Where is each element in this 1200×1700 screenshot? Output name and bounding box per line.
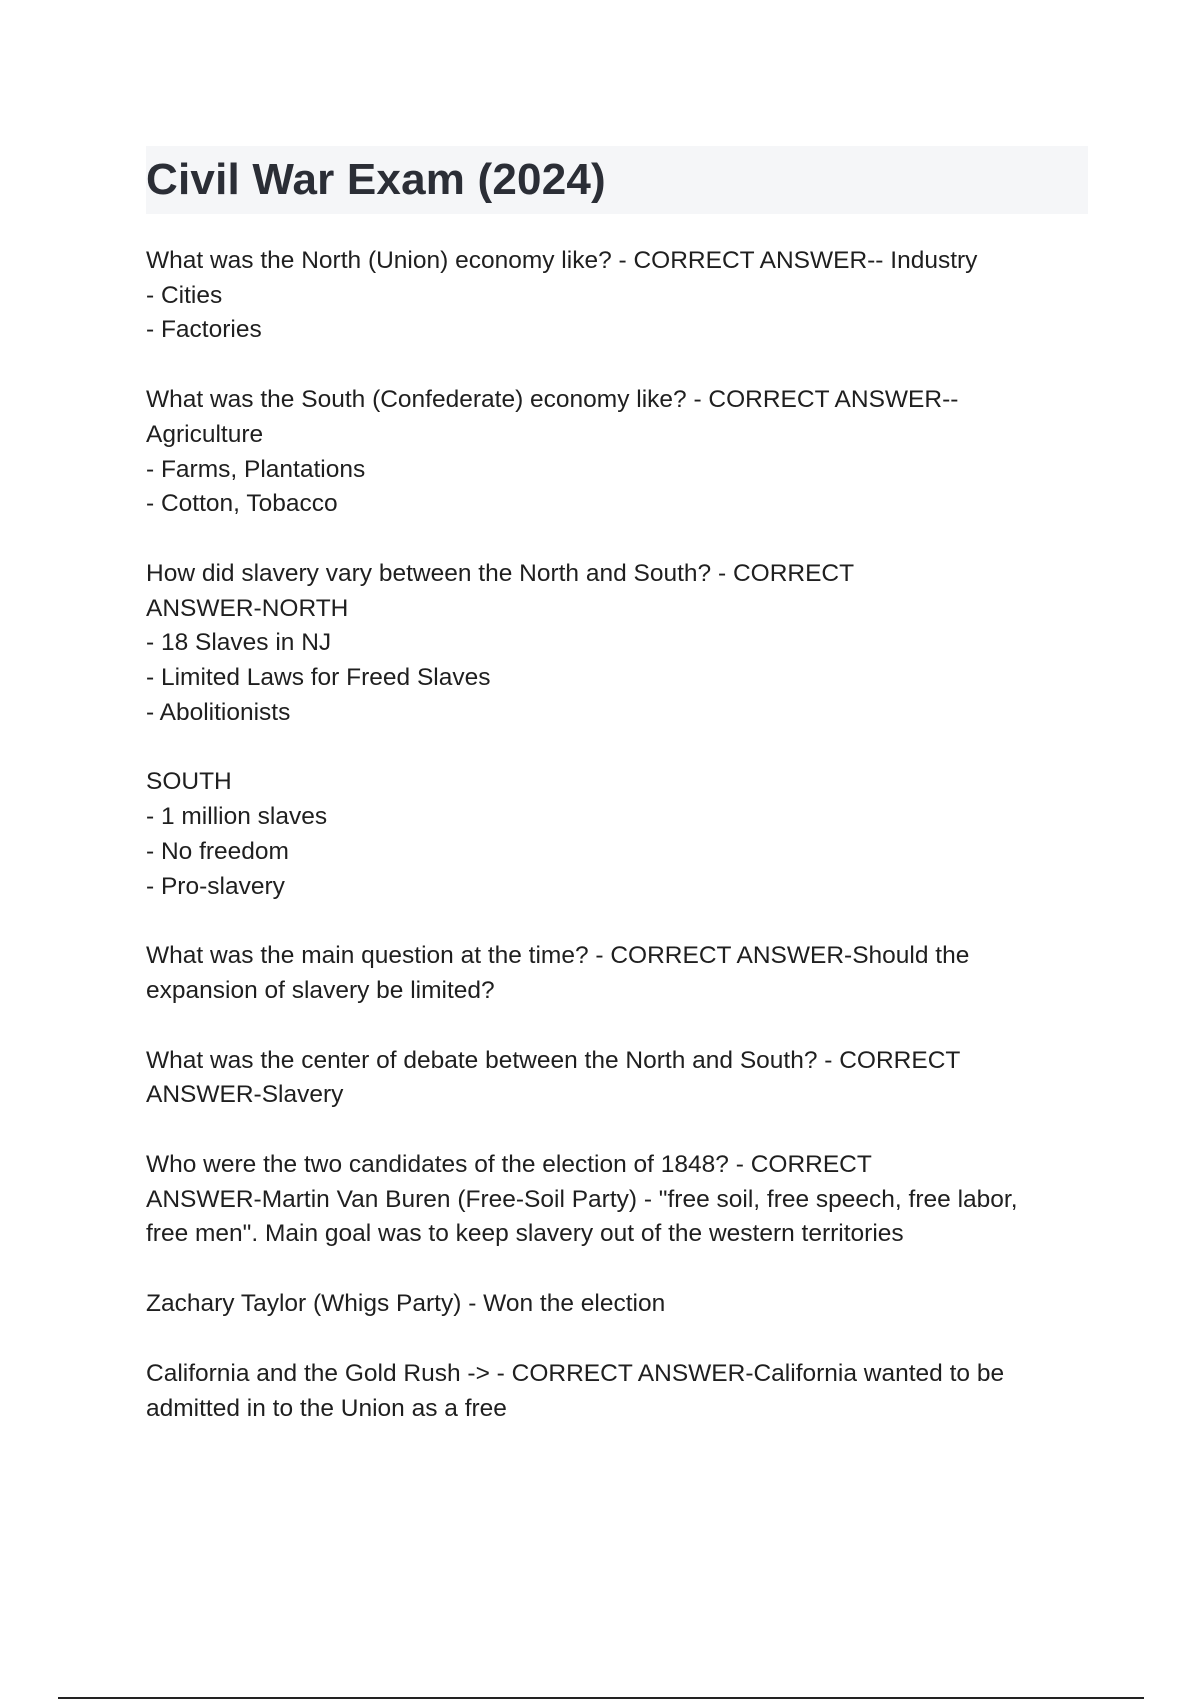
text-line: Agriculture (146, 420, 264, 448)
text-line: - 1 million slaves (146, 803, 328, 831)
qa-paragraph-main-question (146, 939, 1086, 1008)
footer-rule (58, 1697, 1144, 1699)
qa-paragraph-north-economy (146, 244, 1086, 348)
text-line: - Cities (146, 281, 223, 309)
text-line: - No freedom (146, 837, 289, 865)
text-line: expansion of slavery be limited? (146, 976, 495, 1004)
qa-paragraph-slavery-north (146, 557, 1086, 731)
text-line: ANSWER-Martin Van Buren (Free-Soil Party) - "free soil, free speech, free labor, (146, 1185, 1018, 1213)
qa-paragraph-center-of-debate (146, 1044, 1086, 1113)
text-line: - 18 Slaves in NJ (146, 629, 332, 657)
qa-paragraph-california (146, 1357, 1086, 1426)
qa-paragraph-election-1848 (146, 1148, 1086, 1252)
text-line: - Factories (146, 316, 262, 344)
text-line: What was the North (Union) economy like? - CORRECT ANSWER-- Industry (146, 247, 978, 274)
text-line: What was the South (Confederate) economy like? - CORRECT ANSWER-- (146, 386, 959, 414)
qa-paragraph-slavery-south (146, 765, 1086, 904)
text-line: ANSWER-NORTH (146, 594, 349, 622)
text-line: What was the center of debate between the North and South? - CORRECT (146, 1046, 961, 1074)
document-title: Civil War Exam (2024) (146, 155, 606, 204)
qa-paragraph-zachary-taylor (146, 1287, 1086, 1322)
text-line: - Pro-slavery (146, 872, 285, 900)
text-line: California and the Gold Rush -> - CORRECT ANSWER-California wanted to be (146, 1359, 1005, 1387)
text-line: How did slavery vary between the North and South? - CORRECT (146, 559, 855, 587)
text-line: - Abolitionists (146, 698, 291, 726)
text-line: admitted in to the Union as a free (146, 1394, 507, 1422)
text-line: free men". Main goal was to keep slavery out of the western territories (146, 1220, 904, 1248)
qa-paragraph-south-economy (146, 383, 1086, 522)
text-line: - Farms, Plantations (146, 455, 366, 483)
text-line: Zachary Taylor (Whigs Party) - Won the election (146, 1290, 666, 1318)
text-line: - Cotton, Tobacco (146, 490, 338, 518)
text-line: Who were the two candidates of the election of 1848? - CORRECT (146, 1151, 872, 1179)
text-line: What was the main question at the time? - CORRECT ANSWER-Should the (146, 942, 970, 970)
document-body (146, 244, 1086, 1461)
text-line: ANSWER-Slavery (146, 1081, 344, 1109)
text-line: - Limited Laws for Freed Slaves (146, 664, 491, 692)
text-line: SOUTH (146, 768, 232, 796)
